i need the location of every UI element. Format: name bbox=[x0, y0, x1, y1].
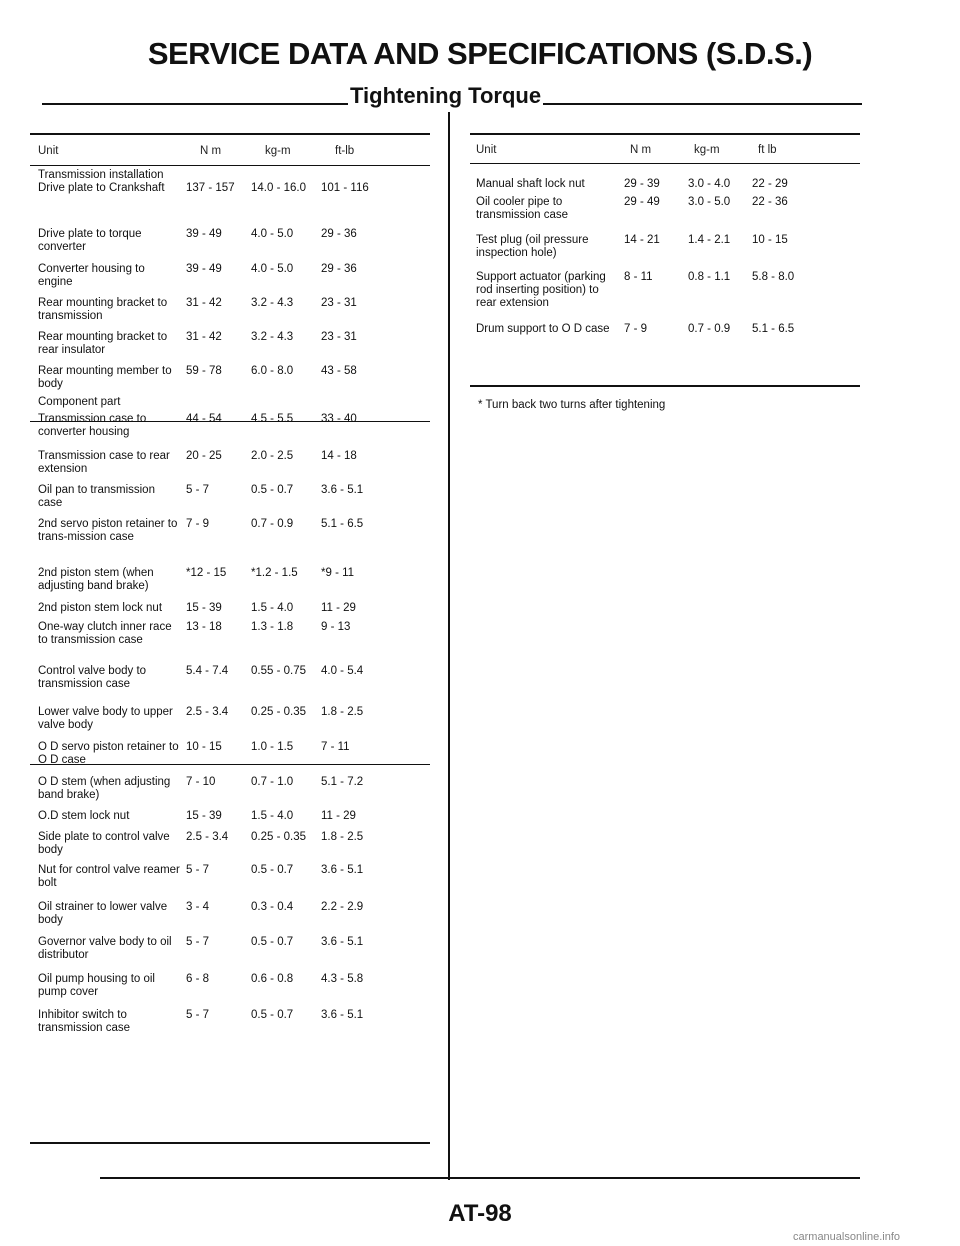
right-table-top-rule bbox=[470, 133, 860, 135]
left-table-top-rule bbox=[30, 133, 430, 135]
row-value-ftlb: 4.3 - 5.8 bbox=[321, 973, 364, 985]
row-value-kgm: 4.5 - 5.5 bbox=[251, 413, 294, 425]
table-row bbox=[38, 665, 438, 706]
row-value-nm: 13 - 18 bbox=[186, 621, 222, 633]
table-row bbox=[38, 228, 438, 263]
row-label: Support actuator (parking rod inserting position) to rear extension bbox=[476, 271, 606, 309]
page-number: AT-98 bbox=[448, 1200, 512, 1227]
table-row bbox=[38, 901, 438, 936]
row-label: Transmission case to rear extension bbox=[38, 450, 170, 475]
header-unit: Unit bbox=[38, 145, 59, 157]
row-label: Component part bbox=[38, 396, 121, 408]
header-ftlb: ft-lb bbox=[335, 145, 355, 157]
header-ftlb: ft lb bbox=[758, 144, 777, 156]
row-label: Oil pump housing to oil pump cover bbox=[38, 973, 155, 998]
right-table-header bbox=[476, 144, 866, 178]
row-label: 2nd piston stem lock nut bbox=[38, 602, 163, 614]
row-value-kgm: 0.5 - 0.7 bbox=[251, 1009, 294, 1021]
row-value-ftlb: 10 - 15 bbox=[752, 234, 788, 246]
footnote: * Turn back two turns after tightening bbox=[478, 399, 666, 411]
row-value-ftlb: *9 - 11 bbox=[321, 567, 355, 579]
table-row bbox=[38, 331, 438, 365]
row-value-kgm: 0.7 - 1.0 bbox=[251, 776, 294, 788]
row-value-nm: 5 - 7 bbox=[186, 936, 210, 948]
row-value-ftlb: 43 - 58 bbox=[321, 365, 357, 377]
row-value-kgm: 0.8 - 1.1 bbox=[688, 271, 731, 283]
row-value-kgm: 1.3 - 1.8 bbox=[251, 621, 294, 633]
row-value-nm: 5 - 7 bbox=[186, 484, 210, 496]
row-value-nm: 31 - 42 bbox=[186, 331, 222, 343]
row-value-ftlb: 3.6 - 5.1 bbox=[321, 484, 364, 496]
table-row bbox=[38, 484, 438, 518]
row-value-nm: 39 - 49 bbox=[186, 228, 222, 240]
row-label: Drive plate to Crankshaft bbox=[38, 182, 165, 194]
row-value-ftlb: 11 - 29 bbox=[321, 810, 356, 822]
row-value-kgm: 4.0 - 5.0 bbox=[251, 263, 294, 275]
row-value-ftlb: 5.1 - 7.2 bbox=[321, 776, 364, 788]
page-bottom-rule bbox=[100, 1177, 860, 1179]
row-label: Drive plate to torque converter bbox=[38, 228, 142, 253]
table-row bbox=[38, 365, 438, 396]
row-label: O.D stem lock nut bbox=[38, 810, 130, 822]
row-value-nm: 2.5 - 3.4 bbox=[186, 831, 229, 843]
table-row bbox=[38, 831, 438, 864]
row-value-nm: 29 - 49 bbox=[624, 196, 660, 208]
row-label: 2nd piston stem (when adjusting band brake) bbox=[38, 567, 154, 592]
row-value-ftlb: 101 - 116 bbox=[321, 182, 369, 194]
row-value-nm: 7 - 9 bbox=[186, 518, 210, 530]
row-value-kgm: 0.5 - 0.7 bbox=[251, 484, 294, 496]
row-value-ftlb: 3.6 - 5.1 bbox=[321, 1009, 364, 1021]
table-row bbox=[38, 741, 438, 776]
row-value-nm: 15 - 39 bbox=[186, 602, 222, 614]
row-label: Transmission installation bbox=[38, 169, 164, 181]
table-row bbox=[476, 323, 866, 353]
row-value-kgm: 1.5 - 4.0 bbox=[251, 602, 294, 614]
row-value-kgm: 0.55 - 0.75 bbox=[251, 665, 306, 677]
row-value-kgm: 3.0 - 4.0 bbox=[688, 178, 731, 190]
row-value-nm: 3 - 4 bbox=[186, 901, 210, 913]
row-value-ftlb: 2.2 - 2.9 bbox=[321, 901, 364, 913]
row-value-kgm: 0.25 - 0.35 bbox=[251, 831, 306, 843]
row-value-nm: 2.5 - 3.4 bbox=[186, 706, 229, 718]
left-torque-table bbox=[38, 145, 438, 1040]
page-title: SERVICE DATA AND SPECIFICATIONS (S.D.S.) bbox=[147, 36, 813, 71]
row-label: Test plug (oil pressure inspection hole) bbox=[476, 234, 589, 259]
header-unit: Unit bbox=[476, 144, 497, 156]
row-value-kgm: 0.5 - 0.7 bbox=[251, 936, 294, 948]
right-torque-table bbox=[476, 144, 866, 353]
row-label: Rear mounting member to body bbox=[38, 365, 172, 390]
row-value-nm: 5 - 7 bbox=[186, 864, 210, 876]
row-label: Manual shaft lock nut bbox=[476, 178, 585, 190]
column-divider bbox=[448, 112, 450, 1180]
row-label: O D servo piston retainer to O D case bbox=[38, 741, 179, 766]
row-value-kgm: 3.2 - 4.3 bbox=[251, 331, 294, 343]
row-value-ftlb: 14 - 18 bbox=[321, 450, 357, 462]
row-value-ftlb: 4.0 - 5.4 bbox=[321, 665, 364, 677]
row-value-nm: *12 - 15 bbox=[186, 567, 227, 579]
row-value-ftlb: 5.8 - 8.0 bbox=[752, 271, 795, 283]
table-row bbox=[476, 196, 866, 234]
row-value-kgm: 0.6 - 0.8 bbox=[251, 973, 294, 985]
table-row bbox=[38, 810, 438, 831]
row-value-kgm: 1.0 - 1.5 bbox=[251, 741, 294, 753]
row-value-nm: 7 - 10 bbox=[186, 776, 216, 788]
row-value-ftlb: 5.1 - 6.5 bbox=[752, 323, 795, 335]
right-table-body bbox=[476, 178, 866, 353]
header-kgm: kg-m bbox=[694, 144, 720, 156]
table-row bbox=[476, 271, 866, 323]
row-value-kgm: 0.25 - 0.35 bbox=[251, 706, 306, 718]
row-value-ftlb: 1.8 - 2.5 bbox=[321, 706, 364, 718]
row-value-kgm: 2.0 - 2.5 bbox=[251, 450, 294, 462]
table-row bbox=[38, 450, 438, 484]
row-label: Control valve body to transmission case bbox=[38, 665, 147, 690]
right-table-bottom-rule bbox=[470, 385, 860, 387]
table-row bbox=[38, 169, 438, 182]
row-label: One-way clutch inner race to transmission case bbox=[38, 621, 172, 646]
row-value-kgm: 4.0 - 5.0 bbox=[251, 228, 294, 240]
table-row bbox=[476, 178, 866, 196]
table-row bbox=[38, 864, 438, 901]
header-kgm: kg-m bbox=[265, 145, 291, 157]
row-label: Inhibitor switch to transmission case bbox=[38, 1009, 131, 1034]
table-row bbox=[38, 936, 438, 973]
row-value-nm: 29 - 39 bbox=[624, 178, 660, 190]
watermark: carmanualsonline.info bbox=[793, 1231, 901, 1243]
table-row bbox=[38, 621, 438, 665]
row-value-ftlb: 22 - 29 bbox=[752, 178, 788, 190]
row-value-kgm: 0.5 - 0.7 bbox=[251, 864, 294, 876]
row-value-nm: 31 - 42 bbox=[186, 297, 222, 309]
row-value-ftlb: 29 - 36 bbox=[321, 228, 357, 240]
row-value-kgm: 0.3 - 0.4 bbox=[251, 901, 294, 913]
header-nm: N m bbox=[630, 144, 652, 156]
row-value-kgm: 14.0 - 16.0 bbox=[251, 182, 306, 194]
row-value-nm: 5.4 - 7.4 bbox=[186, 665, 229, 677]
left-table-body bbox=[38, 169, 438, 1040]
row-value-nm: 15 - 39 bbox=[186, 810, 222, 822]
row-label: Lower valve body to upper valve body bbox=[38, 706, 173, 731]
row-value-ftlb: 7 - 11 bbox=[321, 741, 350, 753]
left-table-header bbox=[38, 145, 438, 169]
row-label: Nut for control valve reamer bolt bbox=[38, 864, 180, 889]
row-label: Transmission case to converter housing bbox=[38, 413, 147, 438]
row-value-kgm: 3.2 - 4.3 bbox=[251, 297, 294, 309]
row-value-nm: 7 - 9 bbox=[624, 323, 648, 335]
table-row bbox=[38, 182, 438, 228]
row-value-ftlb: 23 - 31 bbox=[321, 331, 357, 343]
row-value-kgm: 0.7 - 0.9 bbox=[688, 323, 731, 335]
table-row bbox=[38, 297, 438, 331]
table-row bbox=[38, 263, 438, 297]
row-value-ftlb: 29 - 36 bbox=[321, 263, 357, 275]
row-label: Oil pan to transmission case bbox=[38, 484, 155, 509]
row-value-ftlb: 9 - 13 bbox=[321, 621, 351, 633]
table-row bbox=[38, 396, 438, 413]
row-label: Drum support to O D case bbox=[476, 323, 610, 335]
row-label: O D stem (when adjusting band brake) bbox=[38, 776, 171, 801]
row-value-kgm: *1.2 - 1.5 bbox=[251, 567, 298, 579]
row-value-ftlb: 22 - 36 bbox=[752, 196, 788, 208]
row-value-nm: 6 - 8 bbox=[186, 973, 210, 985]
row-label: 2nd servo piston retainer to trans-mission case bbox=[38, 518, 178, 543]
table-row bbox=[38, 1009, 438, 1040]
table-row bbox=[38, 518, 438, 567]
row-value-nm: 14 - 21 bbox=[624, 234, 660, 246]
row-value-ftlb: 23 - 31 bbox=[321, 297, 357, 309]
row-value-nm: 137 - 157 bbox=[186, 182, 235, 194]
row-label: Rear mounting bracket to rear insulator bbox=[38, 331, 168, 356]
table-row bbox=[38, 413, 438, 450]
row-value-nm: 10 - 15 bbox=[186, 741, 222, 753]
left-table-bottom-rule bbox=[30, 1142, 430, 1144]
row-value-ftlb: 33 - 40 bbox=[321, 413, 357, 425]
table-row bbox=[38, 706, 438, 741]
header-nm: N m bbox=[200, 145, 222, 157]
row-label: Oil strainer to lower valve body bbox=[38, 901, 168, 926]
table-row bbox=[38, 602, 438, 621]
row-value-nm: 8 - 11 bbox=[624, 271, 653, 283]
row-value-ftlb: 1.8 - 2.5 bbox=[321, 831, 364, 843]
row-label: Rear mounting bracket to transmission bbox=[38, 297, 168, 322]
table-row bbox=[38, 776, 438, 810]
row-label: Oil cooler pipe to transmission case bbox=[476, 196, 569, 221]
row-label: Converter housing to engine bbox=[38, 263, 145, 288]
row-value-kgm: 1.5 - 4.0 bbox=[251, 810, 294, 822]
row-value-ftlb: 11 - 29 bbox=[321, 602, 356, 614]
row-value-nm: 39 - 49 bbox=[186, 263, 222, 275]
table-row bbox=[476, 234, 866, 271]
row-value-kgm: 3.0 - 5.0 bbox=[688, 196, 731, 208]
table-row bbox=[38, 973, 438, 1009]
row-value-ftlb: 5.1 - 6.5 bbox=[321, 518, 364, 530]
row-value-nm: 44 - 54 bbox=[186, 413, 222, 425]
row-label: Governor valve body to oil distributor bbox=[38, 936, 172, 961]
row-value-kgm: 6.0 - 8.0 bbox=[251, 365, 294, 377]
row-value-nm: 59 - 78 bbox=[186, 365, 222, 377]
row-value-ftlb: 3.6 - 5.1 bbox=[321, 864, 364, 876]
row-value-ftlb: 3.6 - 5.1 bbox=[321, 936, 364, 948]
row-value-nm: 5 - 7 bbox=[186, 1009, 210, 1021]
table-row bbox=[38, 567, 438, 602]
section-subtitle: Tightening Torque bbox=[350, 83, 542, 108]
row-value-kgm: 1.4 - 2.1 bbox=[688, 234, 731, 246]
row-value-kgm: 0.7 - 0.9 bbox=[251, 518, 294, 530]
row-value-nm: 20 - 25 bbox=[186, 450, 222, 462]
row-label: Side plate to control valve body bbox=[38, 831, 170, 856]
